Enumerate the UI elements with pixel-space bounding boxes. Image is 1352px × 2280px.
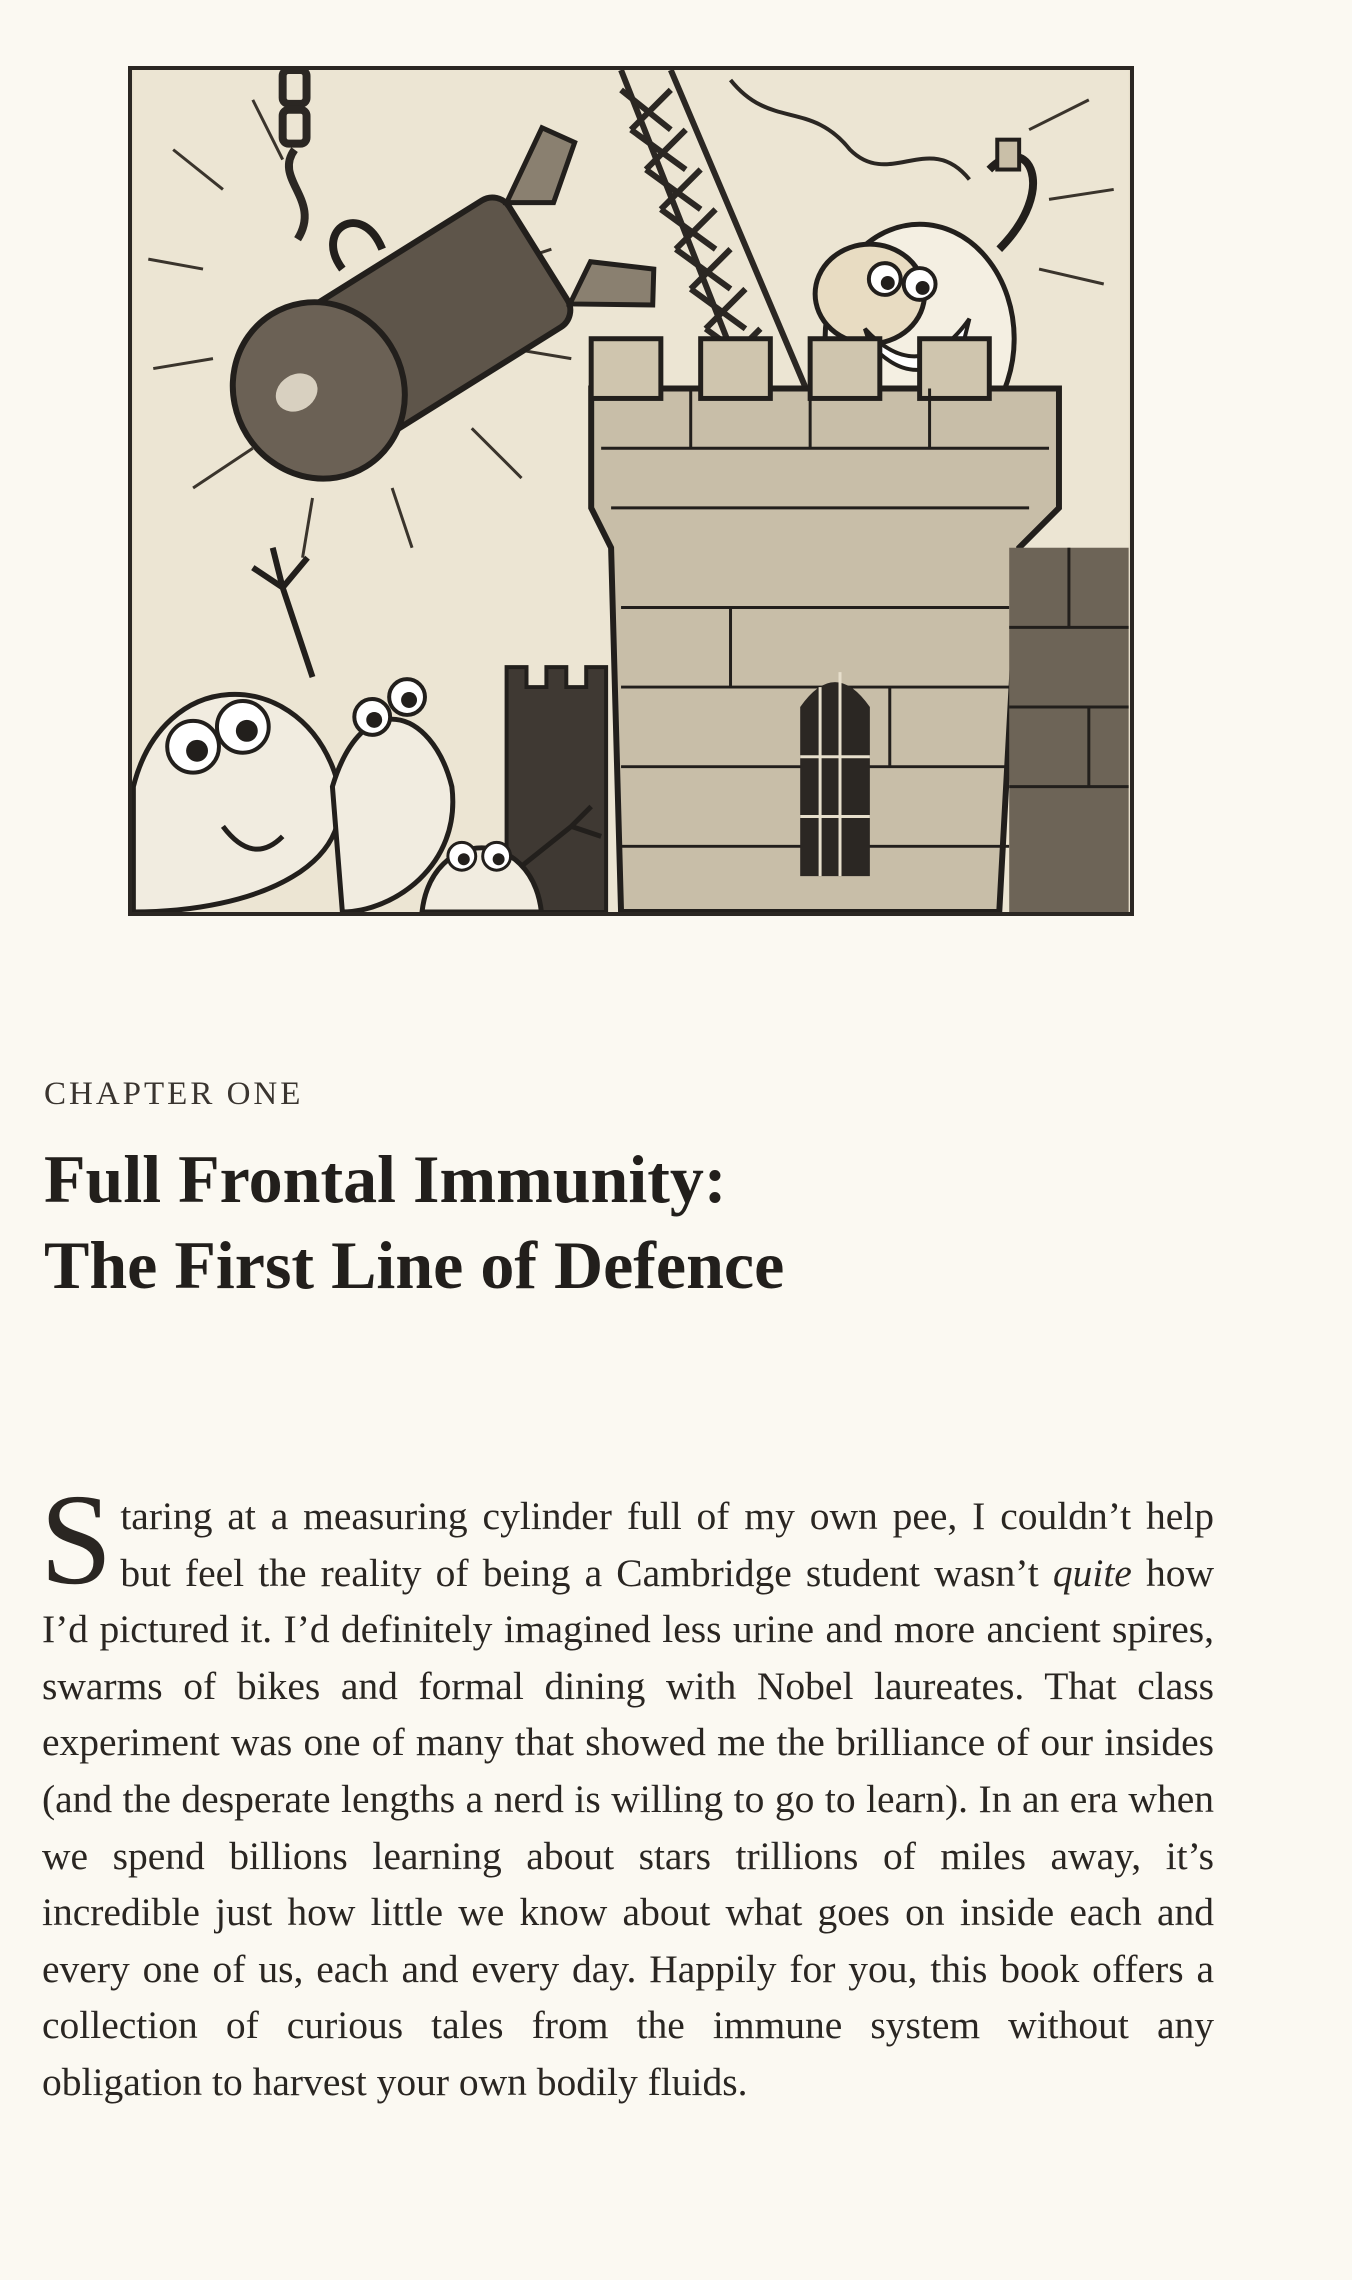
body-paragraph — [40, 1468, 1215, 2111]
chapter-title — [44, 1136, 1244, 1308]
drop-cap: S — [40, 1468, 113, 1612]
chapter-label: CHAPTER ONE — [44, 1076, 304, 1112]
body-text-emphasis: quite — [1052, 1550, 1132, 1595]
castle-bomb-cartoon-image — [132, 70, 1130, 912]
chapter-title-line-1: Full Frontal Immunity: — [44, 1141, 727, 1217]
body-text-part-1: taring at a measuring cylinder full of my own pee, I couldn’t help but feel the reality of being a Cambridge student wasn’t — [120, 1494, 1214, 1595]
body-text-part-2: how I’d pictured it. I’d definitely imagined less urine and more ancient spires, swarms of bikes and formal dining with Nobel laureates. That class experiment was one of many that showed me the brilliance of our insides (and the desperate lengths a nerd is willing to go to learn). In an era when we spend billions learning about stars trillions of miles away, it’s incredible just how little we know about what goes on inside each and every one of us, each and every day. Happily for you, this book offers a collection of curious tales from the immune system without any obligation to harvest your own bodily fluids. — [42, 1550, 1215, 2104]
chapter-illustration — [128, 66, 1134, 916]
chapter-title-line-2: The First Line of Defence — [44, 1227, 785, 1303]
castle-tower — [591, 339, 1128, 912]
